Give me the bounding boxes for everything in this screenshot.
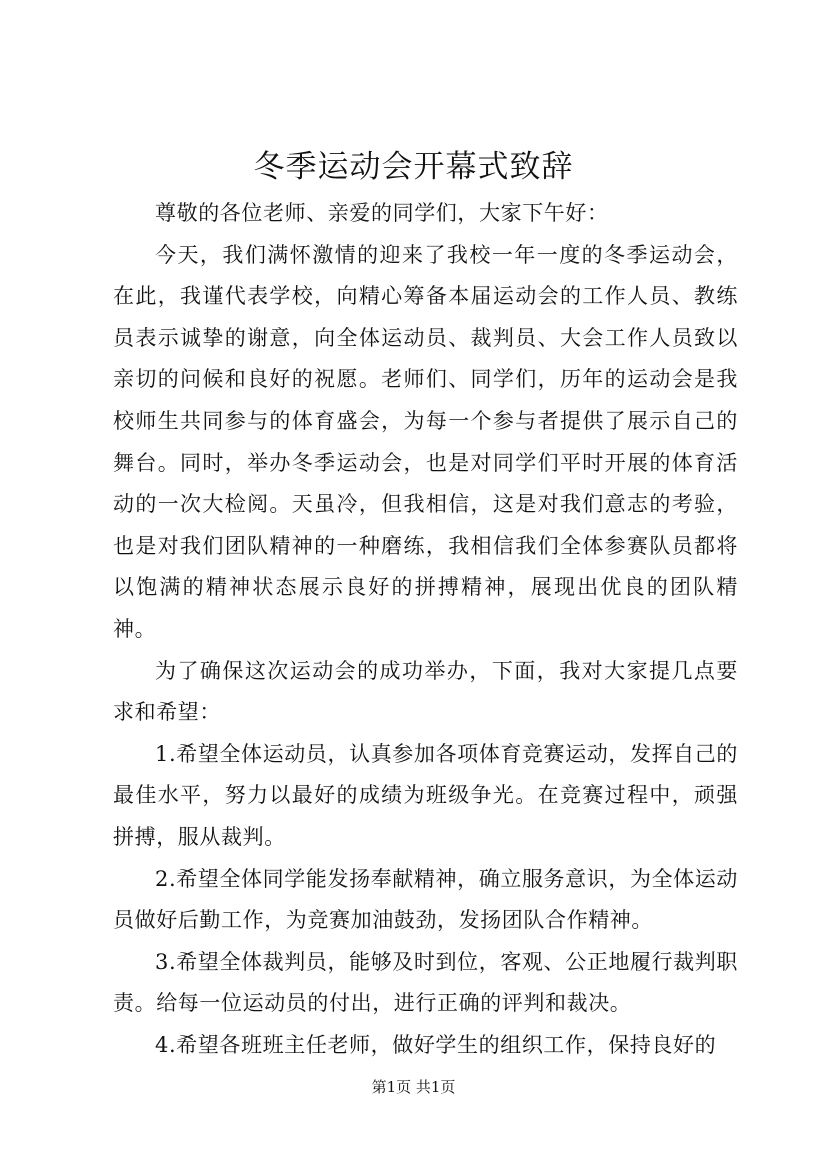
paragraph-item-3: 3.希望全体裁判员，能够及时到位，客观、公正地履行裁判职责。给每一位运动员的付出，进行正确的评判和裁决。 [113, 949, 738, 1016]
document-body [113, 193, 738, 1066]
paragraph-item-1: 1.希望全体运动员，认真参加各项体育竞赛运动，发挥自己的最佳水平，努力以最好的成绩为班级争光。在竞赛过程中，顽强拼搏，服从裁判。 [113, 741, 738, 849]
paragraph-opening: 今天，我们满怀激情的迎来了我校一年一度的冬季运动会，在此，我谨代表学校，向精心筹备本届运动会的工作人员、教练员表示诚挚的谢意，向全体运动员、裁判员、大会工作人员致以亲切的问候和良好的祝愿。老师们、同学们，历年的运动会是我校师生共同参与的体育盛会，为每一个参与者提供了展示自己的舞台。同时，举办冬季运动会，也是对同学们平时开展的体育活动的一次大检阅。天虽冷，但我相信，这是对我们意志的考验，也是对我们团队精神的一种磨练，我相信我们全体参赛队员都将以饱满的精神状态展示良好的拼搏精神，展现出优良的团队精神。 [113, 242, 738, 641]
paragraph-item-2: 2.希望全体同学能发扬奉献精神，确立服务意识，为全体运动员做好后勤工作，为竞赛加油鼓劲，发扬团队合作精神。 [113, 866, 738, 933]
paragraph-item-4: 4.希望各班班主任老师，做好学生的组织工作，保持良好的 [155, 1032, 717, 1057]
page-footer: 第1页 共1页 [371, 1078, 456, 1096]
paragraph-greeting: 尊敬的各位老师、亲爱的同学们，大家下午好： [155, 201, 609, 225]
document-title: 冬季运动会开幕式致辞 [253, 149, 574, 185]
paragraph-requirements-intro: 为了确保这次运动会的成功举办，下面，我对大家提几点要求和希望： [113, 658, 738, 725]
